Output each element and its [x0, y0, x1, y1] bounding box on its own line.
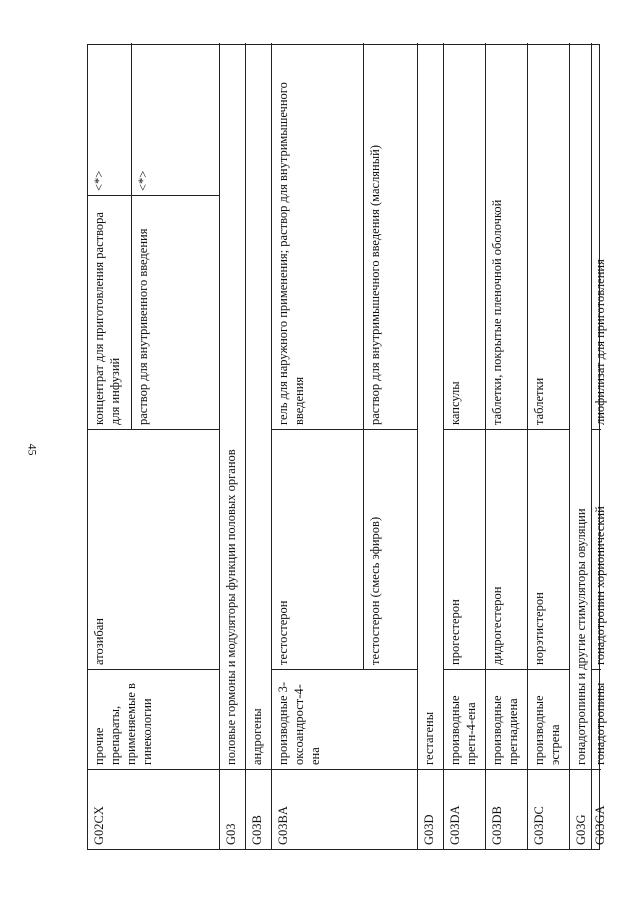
substance-cell: норэтистерон	[528, 429, 570, 669]
group-cell: производные эстрена	[528, 669, 570, 769]
form-cell: раствор для внутримышечного введения (масляный)	[364, 43, 418, 429]
group-cell: производные 3-оксоандрост-4-ена	[272, 669, 418, 769]
note-cell: <*>	[132, 43, 220, 195]
form-cell: лиофилизат для приготовления	[593, 259, 607, 425]
substance-cell: атозибан	[88, 429, 220, 669]
form-cell: таблетки, покрытые пленочной оболочкой	[486, 43, 528, 429]
code-cell: G03BA	[272, 769, 418, 849]
code-cell: G03G	[570, 769, 592, 849]
code-cell: G03DA	[444, 769, 486, 849]
form-cell: гель для наружного применения; раствор для внутримышечного введения	[272, 43, 364, 429]
code-cell: G03DB	[486, 769, 528, 849]
section-title: половые гормоны и модуляторы функции половых органов	[220, 43, 246, 769]
code-cell: G03	[220, 769, 246, 849]
form-cell: таблетки	[528, 43, 570, 429]
section-title: андрогены	[246, 43, 272, 769]
drug-table	[87, 44, 607, 850]
code-cell: G03DC	[528, 769, 570, 849]
group-cell: прочие препараты, применяемые в гинекологии	[88, 669, 220, 769]
form-cell: капсулы	[444, 43, 486, 429]
substance-cell: прогестерон	[444, 429, 486, 669]
substance-cell: гонадотропин хорионический	[592, 429, 601, 669]
group-cell: производные прегнадиена	[486, 669, 528, 769]
section-title: гонадотропины и другие стимуляторы овуляции	[570, 43, 592, 769]
form-cell: концентрат для приготовления раствора для инфузий	[88, 195, 132, 429]
section-title: гестагены	[418, 43, 444, 769]
form-cell: раствор для внутривенного введения	[132, 195, 220, 429]
substance-cell: дидрогестерон	[486, 429, 528, 669]
substance-cell: тестостерон (смесь эфиров)	[364, 429, 418, 669]
group-cell: производные прегн-4-ена	[444, 669, 486, 769]
substance-cell: тестостерон	[272, 429, 364, 669]
page-number: 45	[25, 443, 40, 456]
code-cell: G03D	[418, 769, 444, 849]
rotated-page	[87, 44, 607, 850]
note-cell: <*>	[88, 43, 132, 195]
group-cell: гонадотропины	[592, 669, 601, 769]
code-cell: G03B	[246, 769, 272, 849]
code-cell: G02CX	[88, 769, 220, 849]
code-cell: G03GA	[592, 769, 601, 849]
